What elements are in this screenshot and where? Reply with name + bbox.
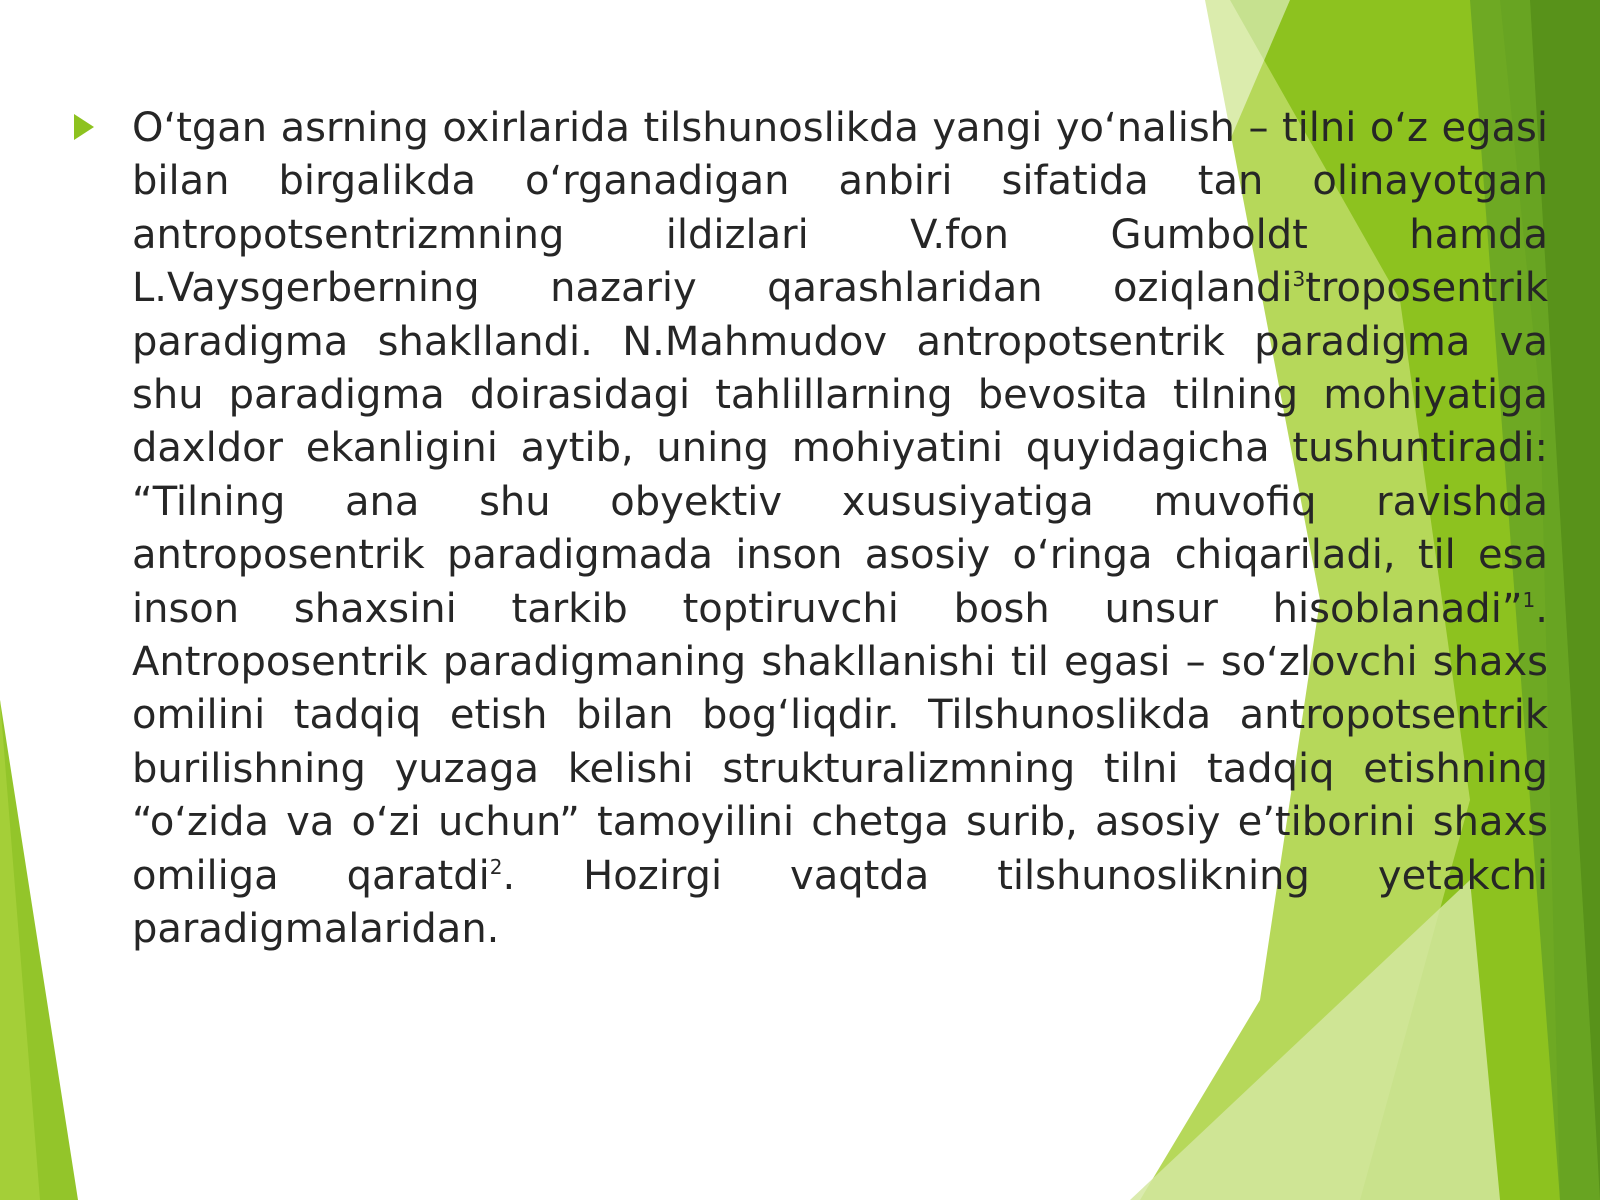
footnote-marker: 3 — [1292, 267, 1306, 292]
paragraph-part-4: . Hozirgi vaqtda tilshunoslikning yetakchi paradigmalaridan. — [132, 852, 1548, 953]
text-content — [70, 100, 1548, 1100]
footnote-marker: 1 — [1522, 587, 1536, 612]
paragraph-part-3: . Antroposentrik paradigmaning shakllanishi til egasi – so‘zlovchi shaxs omilini tadqiq etish bilan bog‘liqdir. Tilshunoslikda antropotsentrik burilishning yuzaga kelishi strukturalizmning tilni tadqiq etishning “o‘zida va o‘zi uchun” tamoyilini chetga surib, asosiy e’tiborini shaxs omiliga qaratdi — [132, 585, 1548, 899]
triangle-bullet-icon — [74, 114, 94, 140]
paragraph-part-1: O‘tgan asrning oxirlarida tilshunoslikda yangi yo‘nalish – tilni o‘z egasi bilan birgalikda o‘rganadigan anbiri sifatida tan olinayotgan antropotsentrizmning ildizlari V.fon Gumboldt hamda L.Vaysgerberning nazariy qarashlaridan oziqlandi — [132, 105, 1548, 312]
footnote-marker: 2 — [489, 854, 503, 879]
paragraph-part-2: troposentrik paradigma shakllandi. N.Mahmudov antropotsentrik paradigma va shu paradigma doirasidagi tahlillarning bevosita tilning mohiyatiga daxldor ekanligini aytib, uning mohiyatini quyidagicha tushuntiradi: “Tilning ana shu obyektiv xususiyatiga muvofiq ravishda antroposentrik paradigmada inson asosiy o‘ringa chiqariladi, til esa inson shaxsini tarkib toptiruvchi bosh unsur hisoblanadi” — [132, 265, 1548, 632]
body-paragraph — [132, 102, 1548, 957]
